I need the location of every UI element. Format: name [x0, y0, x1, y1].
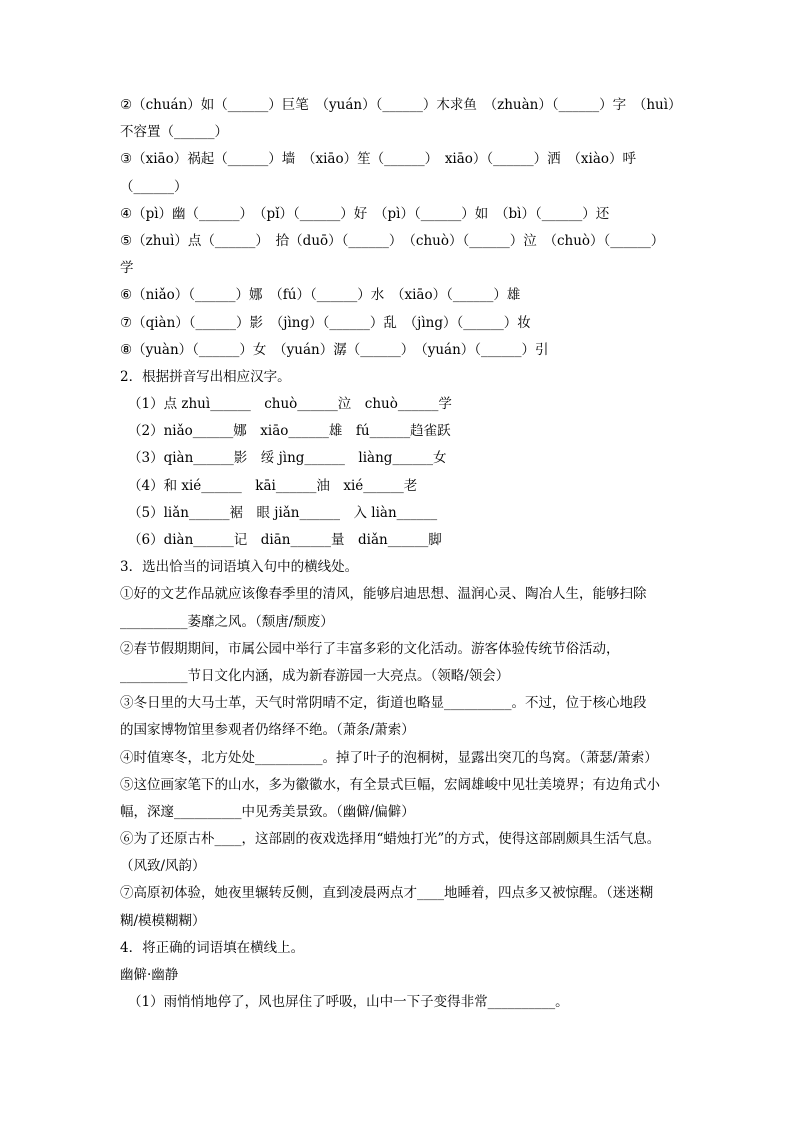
q1-item-3-line-2: （______）: [120, 178, 188, 195]
question-3-heading: 3．选出恰当的词语填入句中的横线处。: [120, 559, 359, 576]
q4-item-1: （1）雨悄悄地停了，风也屏住了呼吸，山中一下子变得非常__________。: [128, 994, 569, 1011]
q2-item-5: （5）liǎn______裾 眼 jiǎn______ 入 liàn______: [128, 504, 438, 521]
q1-item-6: ⑥（niǎo）（______）娜 （fú）（______）水 （xiāo）（______）雄: [120, 287, 521, 304]
q3-item-7-line-1: ⑦高原初体验，她夜里辗转反侧，直到凌晨两点才____地睡着，四点多又被惊醒。（迷迷糊: [120, 885, 654, 902]
exercise-content: [120, 92, 690, 1016]
q1-item-8: ⑧（yuàn）（______）女 （yuán）潺（______） （yuán）（______）引: [120, 341, 549, 358]
q1-item-7: ⑦（qiàn）（______）影 （jìng）（______）乱 （jìng）（______）妆: [120, 314, 531, 331]
question-4-heading: 4．将正确的词语填在横线上。: [120, 939, 305, 956]
q3-item-2-line-2: __________节日文化内涵，成为新春游园一大亮点。（领略/领会）: [120, 667, 510, 684]
q3-item-7-line-2: 糊/模模糊糊）: [120, 912, 206, 929]
q1-item-3-line-1: ③（xiāo）祸起（______）墙 （xiāo）笙（______） xiāo）（______）洒 （xiào）呼: [120, 151, 637, 168]
q3-item-1-line-1: ①好的文艺作品就应该像春季里的清风，能够启迪思想、温润心灵、陶冶人生，能够扫除: [120, 586, 647, 603]
q3-item-1-line-2: __________萎靡之风。（颓唐/颓废）: [120, 613, 334, 630]
q3-item-5-line-1: ⑤这位画家笔下的山水，多为徽徽水，有全景式巨幅，宏阔雄峻中见壮美境界；有边角式小: [120, 776, 660, 793]
q3-item-4: ④时值寒冬，北方处处__________。掉了叶子的泡桐树，显露出突兀的鸟窝。（萧瑟/萧索）: [120, 749, 658, 766]
q2-item-3: （3）qiàn______影 绥 jìng______ liàng______女: [128, 450, 447, 467]
q1-item-2-line-1: ②（chuán）如（______）巨笔 （yuán）（______）木求鱼 （zhuàn）（______）字 （huì）: [120, 97, 682, 113]
q3-item-5-line-2: 幅，深邃__________中见秀美景致。（幽僻/偏僻）: [120, 803, 415, 820]
q3-item-6-line-2: （风致/风韵）: [120, 858, 206, 875]
q1-item-4: ④（pì）幽（______） （pǐ）（______）好 （pì）（______）如 （bì）（______）还: [120, 205, 610, 222]
q1-item-5-line-2: 学: [120, 260, 134, 277]
q1-item-2-line-2: 不容置（______）: [120, 124, 228, 141]
q3-item-6-line-1: ⑥为了还原古朴____，这部剧的夜戏选择用“蜡烛打光”的方式，使得这部剧颇具生活气息。: [120, 831, 661, 848]
q4-word-pair: 幽僻·幽静: [120, 967, 179, 983]
q2-item-6: （6）diàn______记 diān______量 diǎn______脚: [128, 532, 442, 548]
q3-item-2-line-1: ②春节假期期间，市属公园中举行了丰富多彩的文化活动。游客体验传统节俗活动，: [120, 640, 620, 657]
q2-item-4: （4）和 xié______ kāi______油 xié______老: [128, 477, 418, 494]
question-2-heading: 2．根据拼音写出相应汉字。: [120, 368, 291, 385]
q3-item-3-line-1: ③冬日里的大马士革，天气时常阴晴不定，街道也略显__________。不过，位于核心地段: [120, 695, 647, 712]
q2-item-2: （2）niǎo______娜 xiāo______雄 fú______趋雀跃: [128, 423, 451, 440]
q3-item-3-line-2: 的国家博物馆里参观者仍络绎不绝。（萧条/萧索）: [120, 722, 415, 739]
q1-item-5-line-1: ⑤（zhuì）点（______） 拾（duō）（______） （chuò）（______）泣 （chuò）（______）: [120, 232, 665, 249]
q2-item-1: （1）点 zhuì______ chuò______泣 chuò______学: [128, 396, 452, 413]
